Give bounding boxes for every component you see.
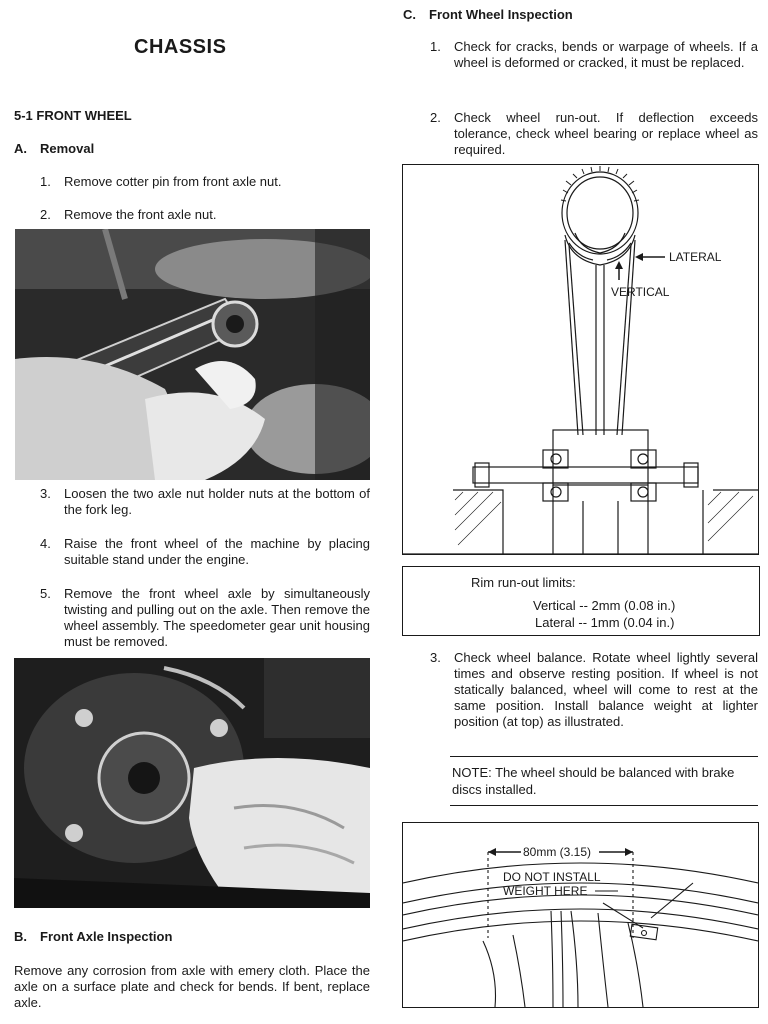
- balance-weight-diagram: [402, 822, 759, 1008]
- wheel-inspection-letter: C.: [403, 7, 416, 22]
- removal-step-1: [40, 174, 370, 190]
- runout-limits-box: [402, 566, 760, 636]
- warning-line-1: DO NOT INSTALL: [503, 870, 601, 884]
- step-text: Check wheel balance. Rotate wheel lightly several times and observe resting position. If wheel is not statically balanced, wheel will come to rest at the same position. Install balance weight at lighter position (at top) as illustrated.: [454, 650, 758, 729]
- removal-heading-text: Removal: [40, 141, 95, 156]
- section-heading: 5-1 FRONT WHEEL: [14, 108, 132, 123]
- step-text: Remove the front axle nut.: [64, 207, 217, 222]
- axle-inspection-heading-text: Front Axle Inspection: [40, 929, 173, 944]
- wheel-inspection-heading: [403, 7, 573, 22]
- step-number: 1.: [40, 174, 51, 189]
- step-text: Remove the front wheel axle by simultaneously twisting and pulling out on the axle. Then remove the wheel assembly. The speedometer gear unit housing must be removed.: [64, 586, 370, 649]
- lateral-label: LATERAL: [669, 250, 722, 264]
- wheel-inspection-heading-text: Front Wheel Inspection: [429, 7, 573, 22]
- right-column: [395, 0, 768, 1024]
- step-text: Raise the front wheel of the machine by placing suitable stand under the engine.: [64, 536, 370, 567]
- step-number: 3.: [430, 650, 441, 665]
- step-number: 2.: [430, 110, 441, 125]
- axle-holder-photo: [14, 658, 370, 908]
- step-number: 2.: [40, 207, 51, 222]
- axle-nut-photo-drawing: [15, 229, 370, 480]
- step-text: Loosen the two axle nut holder nuts at the bottom of the fork leg.: [64, 486, 370, 517]
- step-text: Remove cotter pin from front axle nut.: [64, 174, 282, 189]
- limits-title: Rim run-out limits:: [471, 575, 576, 590]
- removal-step-4: [40, 536, 370, 568]
- note-top-rule: [450, 756, 758, 757]
- dimension-label: 80mm (3.15): [523, 845, 592, 859]
- axle-nut-removal-photo: [15, 229, 370, 480]
- runout-diagram-drawing: [403, 165, 758, 554]
- vertical-label: VERTICAL: [611, 285, 670, 299]
- left-column: [0, 0, 380, 1024]
- balance-note: NOTE: The wheel should be balanced with brake discs installed.: [452, 765, 735, 797]
- wheel-step-2: [430, 110, 758, 158]
- wheel-step-1: [430, 39, 758, 71]
- axle-inspection-text: Remove any corrosion from axle with emery cloth. Place the axle on a surface plate and check for bends. If bent, replace axle.: [14, 963, 370, 1010]
- balance-weight-drawing: [403, 823, 758, 1007]
- step-number: 5.: [40, 586, 51, 601]
- step-number: 3.: [40, 486, 51, 501]
- step-text: Check wheel run-out. If deflection exceeds tolerance, check wheel bearing or replace wheel as required.: [454, 110, 758, 157]
- removal-heading: [14, 141, 94, 156]
- step-number: 1.: [430, 39, 441, 54]
- page-title: CHASSIS: [134, 36, 227, 58]
- limit-lateral: Lateral -- 1mm (0.04 in.): [535, 615, 675, 630]
- limit-vertical: Vertical -- 2mm (0.08 in.): [533, 598, 676, 613]
- axle-inspection-letter: B.: [14, 929, 27, 944]
- wheel-step-3: [430, 650, 758, 730]
- axle-holder-photo-drawing: [14, 658, 370, 908]
- runout-diagram: [402, 164, 759, 555]
- removal-step-2: [40, 207, 370, 223]
- note-bottom-rule: [450, 805, 758, 806]
- removal-step-5: [40, 586, 370, 650]
- axle-inspection-heading: [14, 929, 172, 944]
- removal-letter: A.: [14, 141, 27, 156]
- warning-line-2: WEIGHT HERE: [503, 884, 588, 898]
- removal-step-3: [40, 486, 370, 518]
- step-number: 4.: [40, 536, 51, 551]
- step-text: Check for cracks, bends or warpage of wheels. If a wheel is deformed or cracked, it must be replaced.: [454, 39, 758, 70]
